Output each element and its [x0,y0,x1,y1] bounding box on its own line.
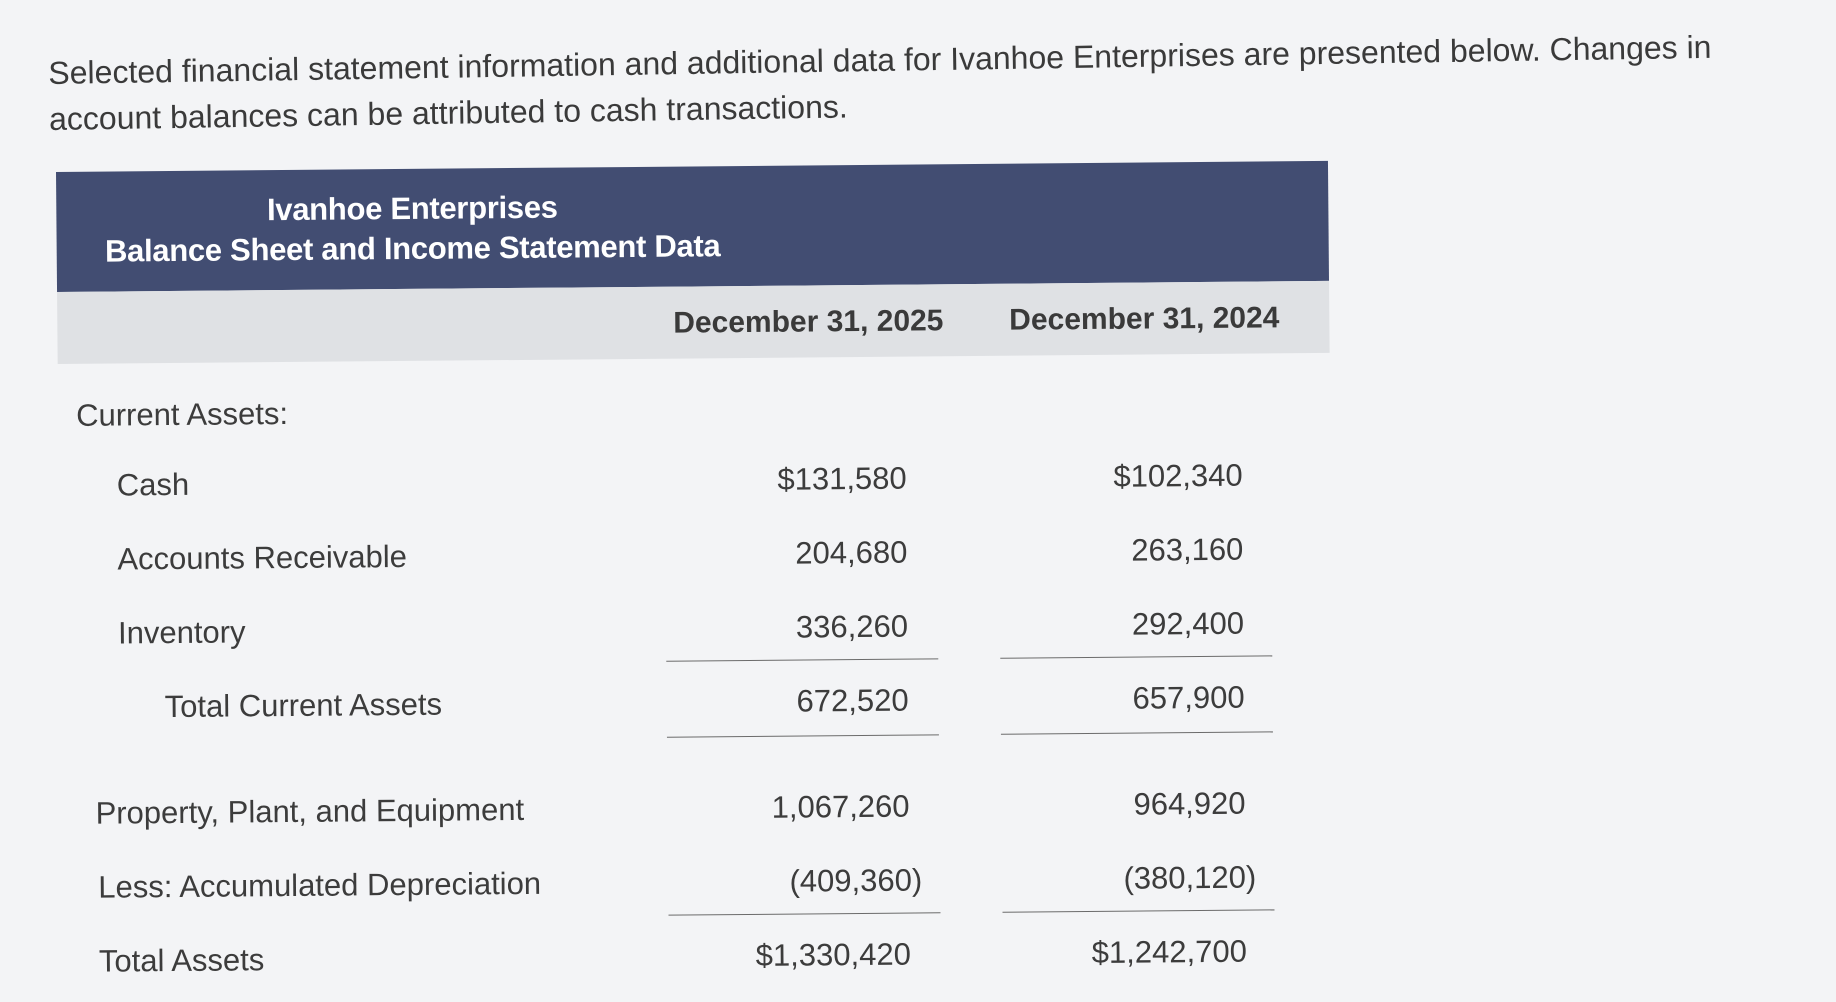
problem-intro-text: Selected financial statement information and additional data for Ivanhoe Enterprises are presented below. Changes in account balances can be attributed to cash transactions. [48,28,1712,137]
value-2025: 336,260 [795,608,909,645]
value-2025: 1,067,260 [771,788,910,825]
current-assets-label: Current Assets: [75,395,289,433]
table-row [59,457,1331,518]
value-2025: 672,520 [796,682,909,719]
row-label: Inventory [117,614,246,651]
value-2024: $1,242,700 [1091,933,1247,970]
value-2024: 263,160 [1131,531,1244,568]
table-header [56,161,1329,292]
table-row [59,531,1331,592]
row-label: Cash [116,466,190,503]
value-2025: $1,330,420 [755,936,912,973]
column-header-2025: December 31, 2025 [673,304,944,340]
column-header-2024: December 31, 2024 [1009,301,1280,337]
row-label: Property, Plant, and Equipment [95,791,525,831]
value-2024: 964,920 [1133,785,1246,822]
value-2025: $131,580 [777,460,907,497]
value-2024: $102,340 [1113,457,1243,494]
table-row [61,785,1333,846]
value-2024: (380,120) [1123,859,1257,896]
table-row [63,933,1335,994]
row-label: Total Assets [98,942,265,979]
table-subtitle: Balance Sheet and Income Statement Data [104,228,721,269]
value-2024: 657,900 [1132,679,1245,716]
total-rule [667,734,939,737]
company-name: Ivanhoe Enterprises [266,189,558,228]
section-label-row [58,387,1330,448]
row-label: Less: Accumulated Depreciation [98,865,542,905]
value-2025: 204,680 [795,534,908,571]
value-2025: (409,360) [789,862,923,899]
row-label: Total Current Assets [164,686,443,725]
financial-data-table [56,161,1335,1002]
table-row [61,679,1333,740]
value-2024: 292,400 [1131,605,1245,642]
total-rule [1001,731,1273,734]
column-header-row [57,281,1330,364]
row-label: Accounts Receivable [117,538,408,577]
